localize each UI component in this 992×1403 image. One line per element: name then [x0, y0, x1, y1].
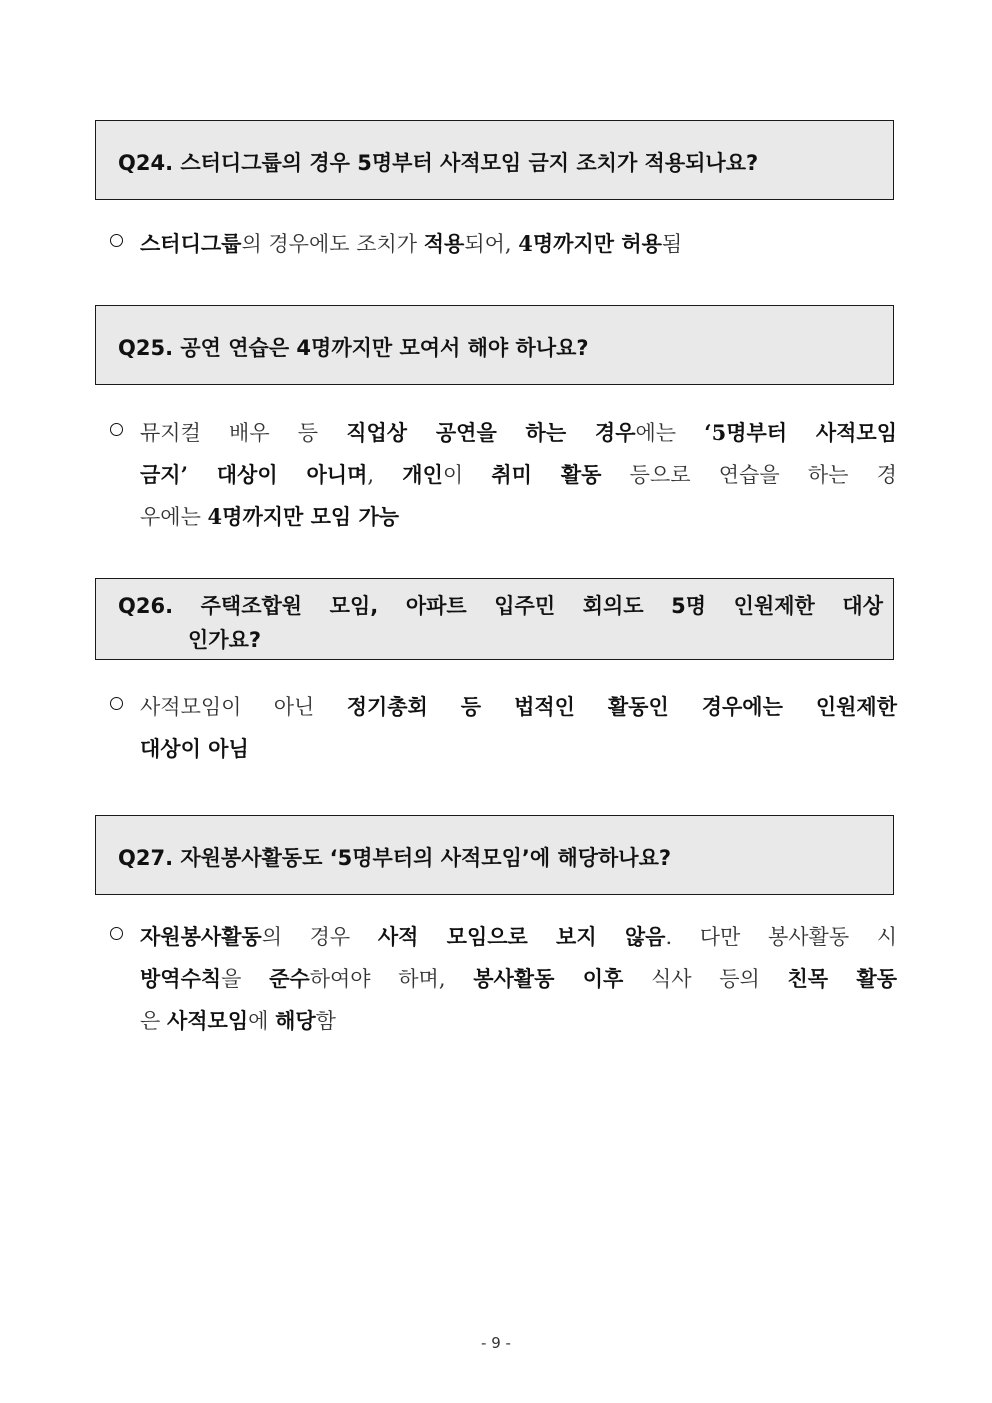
question-box-q25	[95, 305, 894, 385]
question-text-q26	[118, 589, 883, 657]
question-text-q25: Q25. 공연 연습은 4명까지만 모여서 해야 하나요?	[118, 336, 589, 360]
answer-line: 은 사적모임에 해당함	[140, 1008, 336, 1033]
answer-line: 금지’ 대상이 아니며, 개인이 취미 활동 등으로 연습을 하는 경	[140, 462, 897, 487]
answer-line: 방역수칙을 준수하여야 하며, 봉사활동 이후 식사 등의 친목 활동	[140, 966, 897, 991]
question-line: Q26. 주택조합원 모임, 아파트 입주민 회의도 5명 인원제한 대상	[118, 594, 883, 618]
question-text-q27: Q27. 자원봉사활동도 ‘5명부터의 사적모임’에 해당하나요?	[118, 846, 672, 870]
bullet-circle-icon	[110, 234, 123, 247]
answer-q27	[110, 916, 897, 1042]
bullet-circle-icon	[110, 423, 123, 436]
answer-q25	[110, 412, 897, 538]
answer-line: 사적모임이 아닌 정기총회 등 법적인 활동인 경우에는 인원제한	[140, 694, 897, 719]
question-box-q27	[95, 815, 894, 895]
answer-line: 뮤지컬 배우 등 직업상 공연을 하는 경우에는 ‘5명부터 사적모임	[140, 420, 897, 445]
answer-line: 대상이 아님	[140, 736, 249, 761]
bullet-circle-icon	[110, 697, 123, 710]
answer-line: 스터디그룹의 경우에도 조치가 적용되어, 4명까지만 허용됨	[140, 231, 683, 256]
bullet-circle-icon	[110, 927, 123, 940]
answer-q26	[110, 686, 897, 770]
answer-q24	[110, 223, 897, 265]
answer-line: 우에는 4명까지만 모임 가능	[140, 504, 400, 529]
question-line: 인가요?	[188, 628, 262, 652]
question-text-q24: Q24. 스터디그룹의 경우 5명부터 사적모임 금지 조치가 적용되나요?	[118, 151, 759, 175]
answer-line: 자원봉사활동의 경우 사적 모임으로 보지 않음. 다만 봉사활동 시	[140, 924, 898, 949]
question-box-q24	[95, 120, 894, 200]
page-number: - 9 -	[481, 1334, 511, 1352]
question-box-q26	[95, 578, 894, 660]
